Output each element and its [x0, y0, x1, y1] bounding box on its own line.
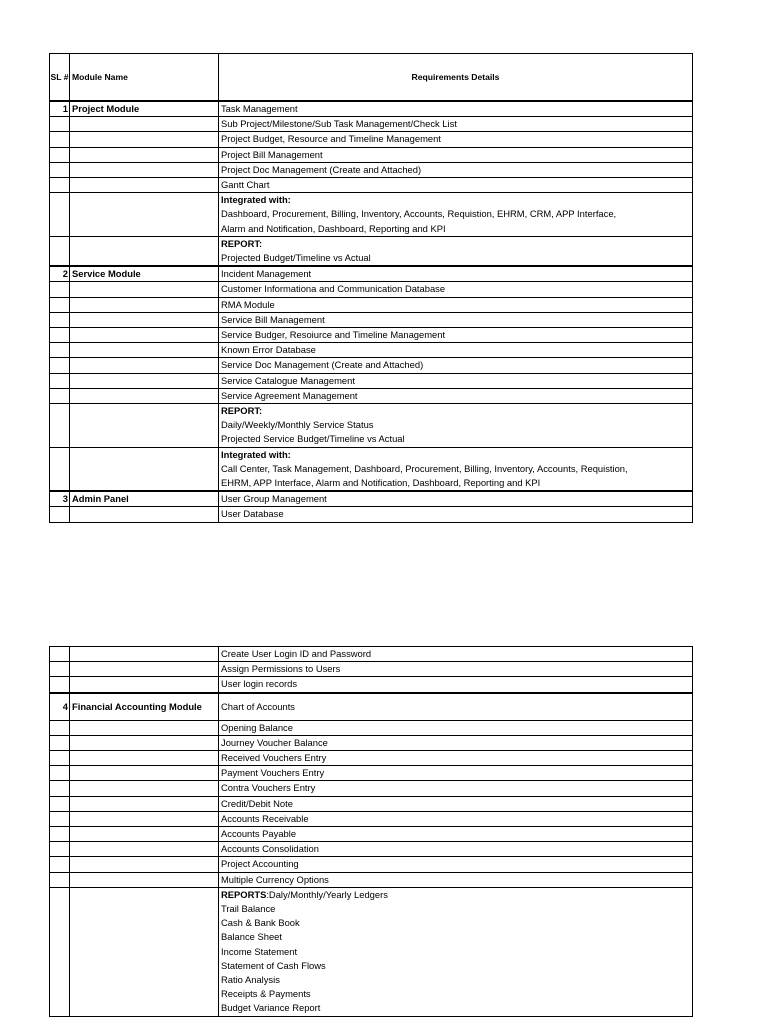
table-row [50, 647, 693, 662]
requirement-cell [219, 857, 693, 872]
requirement-cell [219, 132, 693, 147]
requirement-cell [219, 842, 693, 857]
module-name-cell [70, 404, 219, 448]
table-row [50, 373, 693, 388]
table-row [50, 872, 693, 887]
sl-number-cell [50, 811, 70, 826]
sl-number-cell [50, 735, 70, 750]
sl-number-cell [50, 373, 70, 388]
table-row [50, 162, 693, 177]
requirement-line: Customer Informationa and Communication Database [221, 283, 446, 295]
module-name-cell [70, 312, 219, 327]
requirement-cell [219, 827, 693, 842]
requirement-line: RMA Module [221, 298, 275, 310]
requirement-cell [219, 328, 693, 343]
table-row [50, 147, 693, 162]
requirement-cell [219, 101, 693, 117]
table-row [50, 282, 693, 297]
requirement-line: Received Vouchers Entry [221, 752, 327, 764]
requirement-cell [219, 507, 693, 522]
requirement-cell [219, 343, 693, 358]
requirement-cell [219, 282, 693, 297]
requirements-table-2 [49, 646, 693, 1017]
requirement-line: Trail Balance [221, 903, 276, 915]
module-name-cell [70, 507, 219, 522]
requirement-heading: Integrated with: [221, 448, 291, 460]
requirement-cell [219, 781, 693, 796]
table-row [50, 447, 693, 491]
requirement-line: User Group Management [221, 493, 327, 505]
sl-number-cell [50, 132, 70, 147]
requirement-line: Journey Voucher Balance [221, 736, 328, 748]
requirement-cell [219, 162, 693, 177]
module-name-cell: Project Module [70, 101, 219, 117]
requirement-line: Accounts Consolidation [221, 843, 319, 855]
requirement-line: Accounts Receivable [221, 812, 309, 824]
table-row [50, 827, 693, 842]
sl-number-cell [50, 507, 70, 522]
module-name-cell [70, 343, 219, 358]
table-row [50, 662, 693, 677]
requirements-table-1 [49, 53, 693, 523]
table-row [50, 842, 693, 857]
requirement-cell [219, 358, 693, 373]
requirement-cell [219, 178, 693, 193]
sl-number-cell [50, 328, 70, 343]
module-name-cell [70, 720, 219, 735]
sl-number-cell [50, 388, 70, 403]
module-name-cell [70, 282, 219, 297]
sl-number-cell [50, 796, 70, 811]
requirement-cell [219, 491, 693, 507]
module-name-cell: Financial Accounting Module [70, 693, 219, 721]
requirement-line: Gantt Chart [221, 179, 270, 191]
module-name-cell [70, 872, 219, 887]
table-row [50, 193, 693, 237]
requirement-cell [219, 404, 693, 448]
sl-number-cell [50, 312, 70, 327]
module-name-cell [70, 796, 219, 811]
table-row [50, 312, 693, 327]
table-row [50, 117, 693, 132]
header-row [50, 54, 693, 102]
module-name-cell [70, 162, 219, 177]
requirement-line: Project Budget, Resource and Timeline Management [221, 133, 441, 145]
table-row [50, 178, 693, 193]
requirement-cell [219, 735, 693, 750]
module-name-cell [70, 781, 219, 796]
requirement-cell [219, 693, 693, 721]
requirement-line: User Database [221, 508, 284, 520]
table-row [50, 507, 693, 522]
requirement-line: Project Doc Management (Create and Attached) [221, 163, 422, 175]
requirement-cell [219, 388, 693, 403]
sl-number-cell [50, 282, 70, 297]
module-name-cell [70, 236, 219, 266]
requirement-line: Alarm and Notification, Dashboard, Reporting and KPI [221, 222, 446, 234]
sl-number-cell [50, 447, 70, 491]
module-name-cell [70, 178, 219, 193]
table-row [50, 266, 693, 282]
module-name-cell [70, 328, 219, 343]
requirement-line: Opening Balance [221, 721, 293, 733]
module-name-cell [70, 447, 219, 491]
requirement-cell [219, 297, 693, 312]
requirement-cell [219, 117, 693, 132]
requirement-line: Receipts & Payments [221, 988, 311, 1000]
sl-number-cell [50, 677, 70, 693]
requirement-heading: REPORT: [221, 237, 263, 249]
module-name-cell [70, 857, 219, 872]
sl-number-cell: 3 [50, 491, 70, 507]
requirement-line: Service Budger, Resoiurce and Timeline Management [221, 329, 446, 341]
sl-number-cell [50, 842, 70, 857]
module-name-cell [70, 842, 219, 857]
sl-number-cell [50, 766, 70, 781]
requirement-line: Incident Management [221, 268, 312, 280]
requirement-line: Create User Login ID and Password [221, 648, 372, 659]
requirement-cell [219, 662, 693, 677]
requirement-line: Budget Variance Report [221, 1002, 321, 1014]
table-row [50, 328, 693, 343]
table-row [50, 297, 693, 312]
requirement-cell [219, 236, 693, 266]
requirement-cell [219, 811, 693, 826]
requirement-cell [219, 647, 693, 662]
sl-number-cell [50, 887, 70, 1016]
sl-number-cell [50, 147, 70, 162]
requirement-line: Payment Vouchers Entry [221, 767, 325, 779]
requirement-line: Cash & Bank Book [221, 917, 300, 929]
requirement-cell [219, 796, 693, 811]
sl-number-cell: 4 [50, 693, 70, 721]
table-row [50, 132, 693, 147]
table-row [50, 857, 693, 872]
table-row [50, 751, 693, 766]
requirement-line [221, 888, 690, 902]
requirement-line: Call Center, Task Management, Dashboard, Procurement, Billing, Inventory, Accounts, Requistion, [221, 462, 628, 474]
requirement-cell [219, 193, 693, 237]
table-row [50, 811, 693, 826]
sl-number-cell [50, 178, 70, 193]
sl-number-cell [50, 781, 70, 796]
module-name-cell: Admin Panel [70, 491, 219, 507]
requirement-line: Accounts Payable [221, 828, 297, 840]
requirement-heading: REPORTS [221, 888, 267, 900]
sl-number-cell [50, 193, 70, 237]
requirement-cell [219, 766, 693, 781]
sl-number-cell [50, 404, 70, 448]
requirement-line: Service Catalogue Management [221, 374, 355, 386]
requirement-line: Known Error Database [221, 344, 316, 356]
requirement-line: Projected Budget/Timeline vs Actual [221, 252, 371, 264]
requirement-line: Assign Permissions to Users [221, 663, 341, 675]
requirement-line: Projected Service Budget/Timeline vs Actual [221, 433, 405, 445]
requirement-line: User login records [221, 678, 298, 690]
table-row [50, 796, 693, 811]
requirement-line: Service Doc Management (Create and Attached) [221, 359, 424, 371]
module-name-cell [70, 735, 219, 750]
requirement-heading: REPORT: [221, 405, 263, 417]
module-name-header: Module Name [70, 54, 219, 102]
requirement-cell [219, 872, 693, 887]
requirement-line: Chart of Accounts [221, 700, 295, 712]
module-name-cell: Service Module [70, 266, 219, 282]
requirement-cell [219, 373, 693, 388]
requirement-line: Income Statement [221, 945, 298, 957]
table-row [50, 101, 693, 117]
requirement-cell [219, 751, 693, 766]
sl-number-cell [50, 297, 70, 312]
module-name-cell [70, 662, 219, 677]
requirement-line: Multiple Currency Options [221, 873, 329, 885]
module-name-cell [70, 193, 219, 237]
module-name-cell [70, 117, 219, 132]
sl-number-cell [50, 358, 70, 373]
table-row [50, 766, 693, 781]
requirement-line: Statement of Cash Flows [221, 959, 326, 971]
module-name-cell [70, 373, 219, 388]
sl-number-cell [50, 662, 70, 677]
module-name-cell [70, 358, 219, 373]
table-row [50, 358, 693, 373]
requirement-cell [219, 147, 693, 162]
table-row [50, 491, 693, 507]
table-row [50, 388, 693, 403]
module-name-cell [70, 147, 219, 162]
requirement-line: Sub Project/Milestone/Sub Task Management/Check List [221, 118, 457, 130]
requirement-line: Ratio Analysis [221, 974, 280, 986]
sl-header: SL # [50, 54, 70, 102]
sl-number-cell [50, 647, 70, 662]
requirement-line: Project Bill Management [221, 148, 323, 160]
requirement-line: Service Bill Management [221, 313, 325, 325]
table-row [50, 887, 693, 1016]
sl-number-cell [50, 236, 70, 266]
requirement-cell [219, 266, 693, 282]
sl-number-cell [50, 162, 70, 177]
requirement-line: Service Agreement Management [221, 389, 358, 401]
table-row [50, 720, 693, 735]
requirement-cell [219, 887, 693, 1016]
sl-number-cell [50, 117, 70, 132]
requirement-heading: Integrated with: [221, 194, 291, 206]
requirement-line: Balance Sheet [221, 931, 282, 943]
requirement-line: Project Accounting [221, 858, 299, 870]
module-name-cell [70, 297, 219, 312]
module-name-cell [70, 647, 219, 662]
requirement-cell [219, 720, 693, 735]
requirement-cell [219, 312, 693, 327]
table-row [50, 236, 693, 266]
table-row [50, 677, 693, 693]
sl-number-cell [50, 857, 70, 872]
requirement-line: EHRM, APP Interface, Alarm and Notification, Dashboard, Reporting and KPI [221, 477, 541, 489]
requirements-header: Requirements Details [219, 54, 693, 102]
module-name-cell [70, 751, 219, 766]
requirement-line: Credit/Debit Note [221, 797, 293, 809]
requirement-line: Dashboard, Procurement, Billing, Inventory, Accounts, Requistion, EHRM, CRM, APP Interface, [221, 208, 617, 220]
requirement-cell [219, 447, 693, 491]
sl-number-cell: 1 [50, 101, 70, 117]
module-name-cell [70, 388, 219, 403]
module-name-cell [70, 827, 219, 842]
table-row [50, 735, 693, 750]
module-name-cell [70, 132, 219, 147]
requirement-cell [219, 677, 693, 693]
sl-number-cell: 2 [50, 266, 70, 282]
sl-number-cell [50, 872, 70, 887]
table-row [50, 781, 693, 796]
module-name-cell [70, 766, 219, 781]
sl-number-cell [50, 751, 70, 766]
requirement-line: Contra Vouchers Entry [221, 782, 316, 794]
requirement-line: Daily/Weekly/Monthly Service Status [221, 419, 374, 431]
sl-number-cell [50, 720, 70, 735]
requirement-line: Task Management [221, 103, 298, 114]
table-row [50, 404, 693, 448]
requirement-heading-rest: :Daly/Monthly/Yearly Ledgers [266, 888, 388, 900]
table-row [50, 693, 693, 721]
sl-number-cell [50, 827, 70, 842]
table-row [50, 343, 693, 358]
module-name-cell [70, 811, 219, 826]
module-name-cell [70, 677, 219, 693]
module-name-cell [70, 887, 219, 1016]
sl-number-cell [50, 343, 70, 358]
